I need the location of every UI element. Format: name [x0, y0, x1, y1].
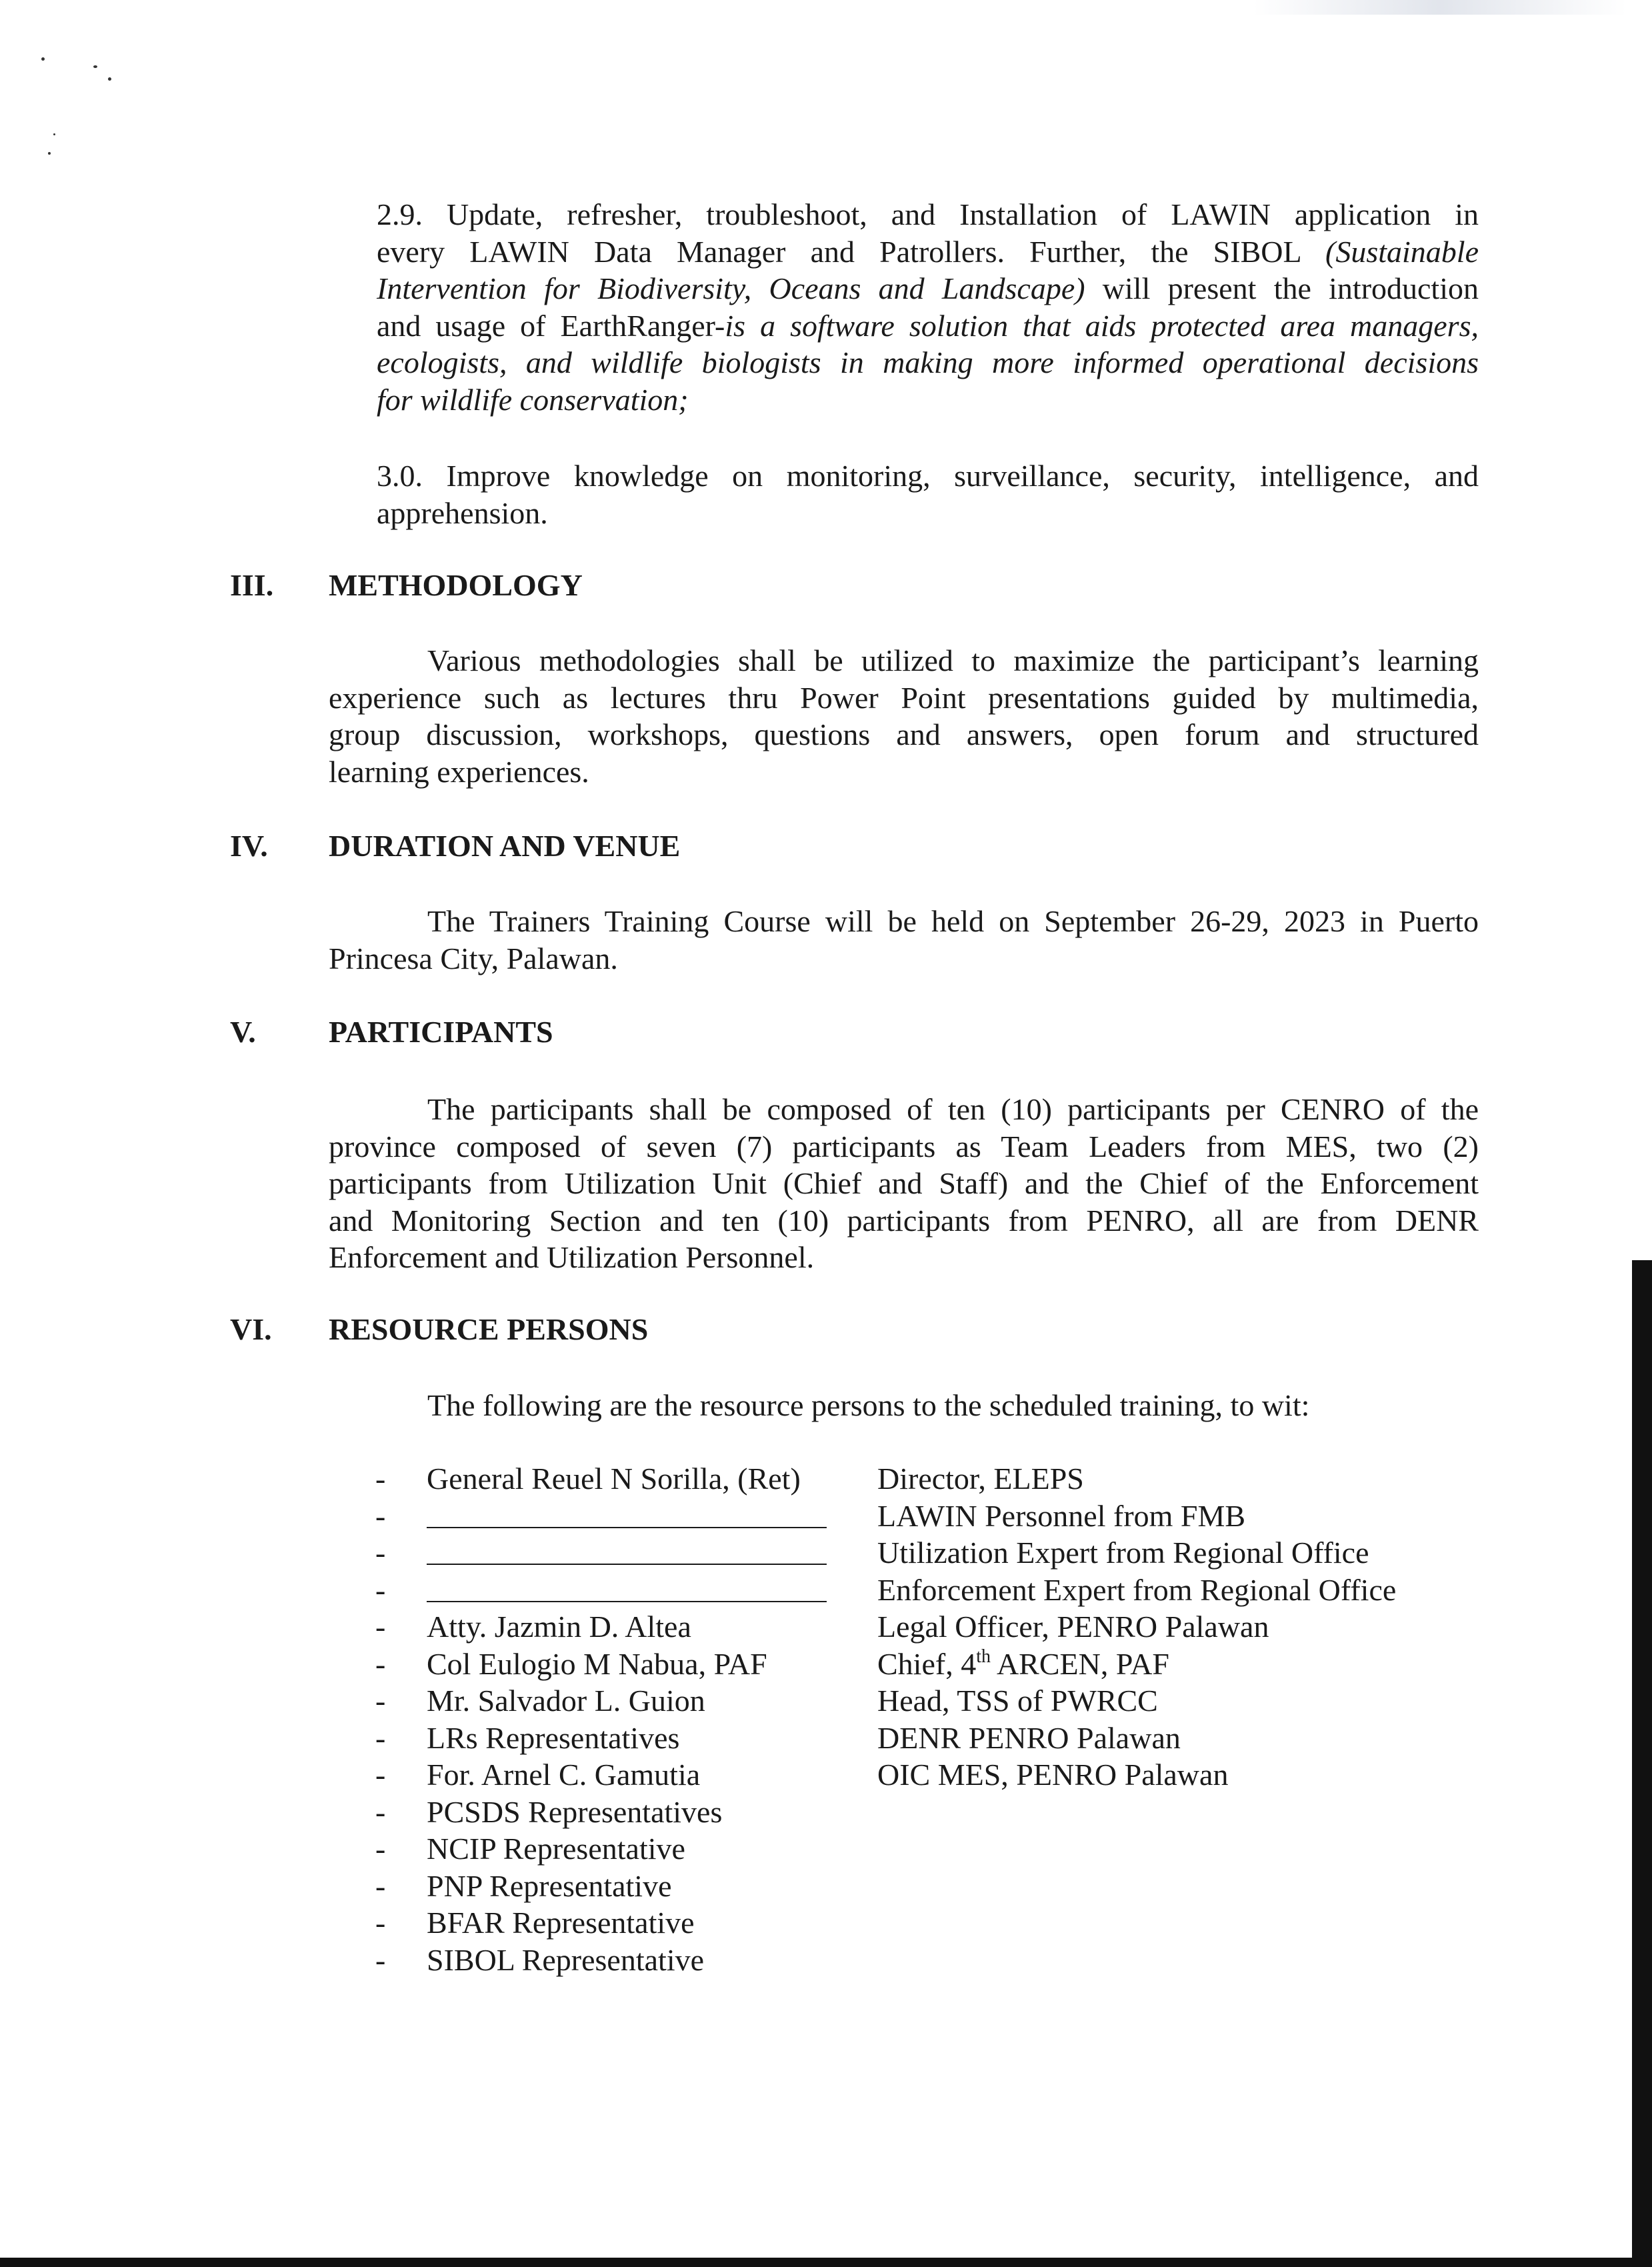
list-dash: - — [375, 1610, 386, 1644]
role-text: ARCEN, PAF — [990, 1646, 1170, 1681]
resource-person-name: NCIP Representative — [427, 1832, 685, 1866]
duration-line-1: The Trainers Training Course will be held on September 26-29, 2023 in Puerto — [427, 904, 1479, 938]
blank-name-line — [427, 1527, 827, 1528]
section-number-vi: VI. — [230, 1312, 272, 1346]
resource-person-row — [0, 1756, 1652, 1793]
list-dash: - — [375, 1794, 386, 1829]
resource-person-row — [0, 1682, 1652, 1719]
resource-person-name: SIBOL Representative — [427, 1942, 705, 1977]
scan-speck — [48, 152, 51, 155]
resource-person-row — [0, 1794, 1652, 1830]
item-2-9-line-3: Intervention for Biodiversity, Oceans and Landscape) will present the introduction — [377, 271, 1479, 305]
participants-line-5: Enforcement and Utilization Personnel. — [329, 1240, 815, 1274]
item-3-0-line-2: apprehension. — [377, 495, 548, 530]
participants-line-2: province composed of seven (7) participants as Team Leaders from MES, two (2) — [329, 1129, 1479, 1164]
item-2-9-line-4: and usage of EarthRanger-is a software solution that aids protected area managers, — [377, 308, 1479, 343]
participants-heading: PARTICIPANTS — [329, 1015, 553, 1049]
role-text: Chief, 4 — [877, 1646, 977, 1681]
item-2-9-line-1: 2.9. Update, refresher, troubleshoot, and Installation of LAWIN application in — [377, 197, 1479, 231]
resource-person-name: PNP Representative — [427, 1868, 672, 1903]
resource-person-row — [0, 1460, 1652, 1497]
scan-speck — [41, 57, 45, 61]
list-dash: - — [375, 1720, 386, 1755]
resource-person-row — [0, 1534, 1652, 1571]
duration-line-2: Princesa City, Palawan. — [329, 941, 618, 975]
resource-person-role: Utilization Expert from Regional Office — [877, 1536, 1369, 1570]
list-dash: - — [375, 1684, 386, 1718]
resource-person-role: Enforcement Expert from Regional Office — [877, 1572, 1397, 1607]
resource-persons-heading: RESOURCE PERSONS — [329, 1312, 649, 1346]
blank-name-line — [427, 1601, 827, 1602]
section-number-v: V. — [230, 1015, 256, 1049]
resource-person-name: Col Eulogio M Nabua, PAF — [427, 1646, 767, 1681]
participants-line-4: and Monitoring Section and ten (10) participants from PENRO, all are from DENR — [329, 1203, 1479, 1238]
item-3-0-line-1: 3.0. Improve knowledge on monitoring, surveillance, security, intelligence, and — [377, 459, 1479, 493]
list-dash: - — [375, 1758, 386, 1792]
resource-person-role: Legal Officer, PENRO Palawan — [877, 1610, 1269, 1644]
resource-person-row — [0, 1572, 1652, 1608]
resource-person-row — [0, 1646, 1652, 1682]
list-dash: - — [375, 1942, 386, 1977]
item-2-9-line-6: for wildlife conservation; — [377, 382, 689, 417]
scan-edge-bottom — [0, 2258, 1652, 2267]
methodology-heading: METHODOLOGY — [329, 568, 583, 602]
resource-person-role: OIC MES, PENRO Palawan — [877, 1758, 1229, 1792]
blank-name-line — [427, 1564, 827, 1565]
resource-person-row — [0, 1720, 1652, 1756]
methodology-line-2: experience such as lectures thru Power Point presentations guided by multimedia, — [329, 680, 1479, 715]
methodology-line-3: group discussion, workshops, questions and answers, open forum and structured — [329, 717, 1479, 751]
list-dash: - — [375, 1832, 386, 1866]
resource-person-row — [0, 1608, 1652, 1645]
scan-smudge — [1253, 0, 1627, 15]
methodology-line-1: Various methodologies shall be utilized to maximize the participant’s learning — [427, 643, 1479, 677]
role-superscript: th — [976, 1646, 991, 1667]
resource-person-row — [0, 1830, 1652, 1867]
list-dash: - — [375, 1536, 386, 1570]
resource-person-name: For. Arnel C. Gamutia — [427, 1758, 701, 1792]
methodology-paragraph — [329, 642, 1479, 790]
duration-paragraph — [329, 903, 1479, 977]
item-3-0-paragraph — [377, 457, 1479, 531]
resource-person-role — [877, 1646, 1169, 1682]
resource-person-name: Atty. Jazmin D. Altea — [427, 1610, 691, 1644]
list-dash: - — [375, 1572, 386, 1607]
list-dash: - — [375, 1868, 386, 1903]
resource-person-name: BFAR Representative — [427, 1906, 695, 1940]
scan-speck — [93, 65, 97, 68]
participants-paragraph — [329, 1091, 1479, 1276]
resource-person-row — [0, 1942, 1652, 1978]
resource-person-name: Mr. Salvador L. Guion — [427, 1684, 705, 1718]
item-2-9-paragraph — [377, 196, 1479, 418]
resource-person-name: LRs Representatives — [427, 1720, 680, 1755]
methodology-line-4: learning experiences. — [329, 754, 589, 789]
scan-speck — [53, 133, 55, 135]
resource-person-role: Head, TSS of PWRCC — [877, 1684, 1158, 1718]
list-dash: - — [375, 1906, 386, 1940]
resource-person-name: General Reuel N Sorilla, (Ret) — [427, 1462, 801, 1496]
resource-persons-intro: The following are the resource persons to the scheduled training, to wit: — [427, 1388, 1310, 1422]
duration-heading: DURATION AND VENUE — [329, 829, 681, 863]
participants-line-1: The participants shall be composed of ten (10) participants per CENRO of the — [427, 1092, 1479, 1126]
list-dash: - — [375, 1462, 386, 1496]
list-dash: - — [375, 1646, 386, 1681]
section-number-iii: III. — [230, 568, 274, 602]
item-2-9-line-5: ecologists, and wildlife biologists in making more informed operational decisions — [377, 345, 1479, 379]
resource-person-row — [0, 1498, 1652, 1534]
scan-speck — [108, 77, 111, 81]
resource-person-row — [0, 1904, 1652, 1941]
resource-person-role: DENR PENRO Palawan — [877, 1720, 1181, 1755]
participants-line-3: participants from Utilization Unit (Chief and Staff) and the Chief of the Enforcement — [329, 1166, 1479, 1200]
section-number-iv: IV. — [230, 829, 268, 863]
resource-person-role: Director, ELEPS — [877, 1462, 1084, 1496]
list-dash: - — [375, 1498, 386, 1533]
resource-person-role: LAWIN Personnel from FMB — [877, 1498, 1246, 1533]
resource-person-name: PCSDS Representatives — [427, 1794, 723, 1829]
item-2-9-line-2: every LAWIN Data Manager and Patrollers. Further, the SIBOL (Sustainable — [377, 234, 1479, 269]
resource-person-row — [0, 1868, 1652, 1904]
